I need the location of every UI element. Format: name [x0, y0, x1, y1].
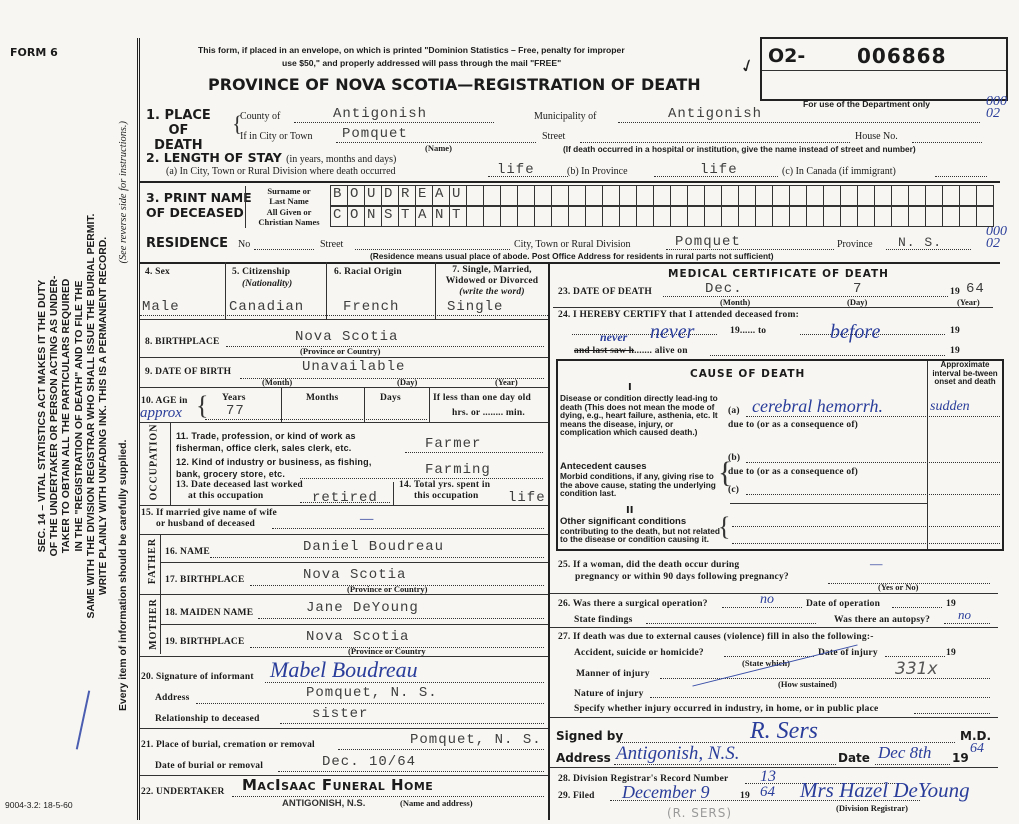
- county-value: Antigonish: [333, 106, 428, 122]
- name-letter-box[interactable]: [483, 206, 501, 227]
- surgery-label: 26. Was there a surgical operation?: [558, 599, 708, 609]
- burial-date-value: Dec. 10/64: [322, 754, 417, 770]
- year-prefix: 19: [946, 599, 956, 609]
- name-letter-box[interactable]: [874, 206, 892, 227]
- residence-province-label: Province: [837, 239, 873, 250]
- last-worked-label: 13. Date deceased last worked at this occupation: [176, 480, 303, 501]
- nature-label: Nature of injury: [574, 689, 644, 699]
- name-letter-box[interactable]: [568, 185, 586, 206]
- name-letter-box[interactable]: [704, 206, 722, 227]
- name-letter-box[interactable]: [925, 185, 943, 206]
- interval-header: Approximate interval be-tween onset and death: [932, 360, 998, 386]
- informant-address-label: Address: [155, 693, 190, 703]
- external-causes-label: 27. If death was due to external causes (violence) fill in also the following:-: [558, 632, 874, 642]
- father-birthplace-value: Nova Scotia: [303, 567, 407, 583]
- province-caption: (Province or Country): [300, 346, 381, 356]
- physician-address-label: Address: [556, 751, 611, 765]
- dob-label: 9. DATE OF BIRTH: [145, 367, 232, 377]
- name-letter-box[interactable]: [619, 206, 637, 227]
- name-letter-box[interactable]: [721, 206, 739, 227]
- name-letter-box[interactable]: [500, 206, 518, 227]
- age-label: 10. AGE in: [141, 396, 188, 406]
- name-letter: O: [350, 186, 360, 202]
- name-letter-box[interactable]: [364, 185, 382, 206]
- name-letter: D: [384, 186, 394, 202]
- city-value: Pomquet: [342, 126, 408, 142]
- father-side-label: FATHER: [147, 537, 159, 585]
- name-letter-box[interactable]: [636, 185, 654, 206]
- classification-code: 331x: [895, 659, 938, 679]
- year-prefix: 19: [950, 287, 960, 297]
- form-code: 9004-3.2: 18-5-60: [5, 800, 73, 810]
- mailing-notice-1: This form, if placed in an envelope, on which is printed "Dominion Statistics – Free, penalty for improper: [198, 45, 625, 55]
- name-letter-box[interactable]: [398, 206, 416, 227]
- findings-label: State findings: [574, 615, 633, 625]
- street-label: Street: [542, 131, 566, 142]
- years-in-occupation-label: 14. Total yrs. spent in this occupation: [399, 480, 491, 501]
- pencil-note: (R. SERS): [667, 806, 733, 820]
- attended-label: 24. I HEREBY CERTIFY that I attended deceased from:: [558, 310, 799, 320]
- days-label: Days: [380, 393, 401, 403]
- name-letter-box[interactable]: [449, 185, 467, 206]
- name-letter-box[interactable]: [653, 206, 671, 227]
- name-letter-box[interactable]: [347, 185, 365, 206]
- length-of-stay-label: 2. LENGTH OF STAY (in years, months and days): [146, 150, 397, 165]
- father-name-value: Daniel Boudreau: [303, 539, 445, 555]
- attended-to-label: 19...... to: [730, 326, 767, 336]
- name-letter-box[interactable]: [568, 206, 586, 227]
- never-correction: never: [600, 330, 628, 344]
- vital-statistics-act-notice: SEC. 14 – VITAL STATISTICS ACT MAKES IT THE DUTY OF THE UNDERTAKER OR PERSON ACTING AS UNDER- TAKER TO OBTAIN ALL THE PARTICULARS REQUIRED IN THE "REGISTRATION OF DEATH" AND TO FILE THE SAME WITH THE DIVISION REGISTRAR WHO SHALL ISSUE THE BURIAL PERMIT. WRITE PLAINLY WITH UNFADING INK. THIS IS A PERMANENT RECORD. Every item of information should be carefully supplied. (See reverse side for instructions.): [37, 121, 130, 711]
- given-names-label: All Given or Christian Names: [258, 207, 320, 227]
- province-caption: (Province or Country): [347, 584, 428, 594]
- cause-c-label: (c): [728, 485, 740, 495]
- informant-address-value: Pomquet, N. S.: [306, 685, 438, 701]
- name-letter: R: [401, 186, 411, 202]
- name-letter-box[interactable]: [806, 185, 824, 206]
- year-prefix: 19: [950, 346, 960, 356]
- name-letter: N: [435, 207, 445, 223]
- father-name-label: 16. NAME: [165, 547, 210, 557]
- citizenship-value: Canadian: [229, 299, 305, 315]
- signed-by-label: Signed by: [556, 729, 624, 743]
- registrar-caption: (Division Registrar): [836, 803, 909, 813]
- name-letter-box[interactable]: [398, 185, 416, 206]
- year-prefix: 19: [946, 648, 956, 658]
- department-only-note: For use of the Department only: [803, 99, 931, 109]
- undertaker-stamp: MacIsaac Funeral Home: [242, 776, 434, 794]
- name-letter-box[interactable]: [653, 185, 671, 206]
- name-letter-box[interactable]: [925, 206, 943, 227]
- name-letter-box[interactable]: [789, 206, 807, 227]
- direct-cause-description: Disease or condition directly lead-ing to death (This does not mean the mode of dying, e.g., heart failure, asthenia, etc. It means the disease, injury, or complication which caused death.): [560, 393, 718, 438]
- antecedent-description: Antecedent causes Morbid conditions, if any, giving rise to the above cause, stating the underlying condition last.: [560, 461, 716, 499]
- cause-b-label: (b): [728, 453, 741, 463]
- name-letter: B: [333, 186, 343, 202]
- name-letter-box[interactable]: [721, 185, 739, 206]
- name-letter: A: [435, 186, 445, 202]
- name-letter-box[interactable]: [891, 206, 909, 227]
- month-caption: (Month): [262, 377, 293, 387]
- name-letter-box[interactable]: [500, 185, 518, 206]
- physician-address-value: Antigonish, N.S.: [616, 743, 740, 764]
- cause-of-death-box: CAUSE OF DEATH Approximate interval be-tween onset and death I Disease or condition directly lead-ing to death (This does not mean the mode of dying, e.g., heart failure, asthenia, etc. It means the disease, injury, or complication which caused death.) (a) cerebral hemorrh. sudden due to (or as a consequence of) Antecedent causes Morbid conditions, if any, giving rise to the above cause, stating the underlying condition last. { (b) due to (or as a consequence of) (c) II Other significant conditions contributing to the death, but not related to the disease or condition causing it. {: [556, 359, 1004, 551]
- name-letter: T: [452, 207, 462, 223]
- margin-code: 000 02: [986, 224, 1007, 251]
- burial-place-value: Pomquet, N. S.: [410, 732, 542, 748]
- place-of-death-label: 1. PLACE OF DEATH: [146, 108, 211, 153]
- residence-note: (Residence means usual place of abode. Post Office Address for residents in rural parts not sufficient): [370, 251, 774, 261]
- name-letter-box[interactable]: [772, 185, 790, 206]
- name-letter-box[interactable]: [908, 206, 926, 227]
- municipality-label: Municipality of: [534, 111, 597, 122]
- house-label: House No.: [855, 131, 898, 142]
- mother-birthplace-value: Nova Scotia: [306, 629, 410, 645]
- death-registration-form: FORM 6 This form, if placed in an envelope, on which is printed "Dominion Statistics – Free, penalty for improper use $50," and properly addressed will pass through the mail "FREE" PROVINCE OF NOVA SCOTIA—REGISTRATION OF DEATH ✓ O2- 006868 For use of the Department only 000 02 000 02 SEC. 14 – VITAL STATISTICS ACT MAKES IT THE DUTY OF THE UNDERTAKER OR PERSON ACTING AS UNDER- TAKER TO OBTAIN ALL THE PARTICULARS REQUIRED IN THE "REGISTRATION OF DEATH" AND TO FILE THE SAME WITH THE DIVISION REGISTRAR WHO SHALL ISSUE THE BURIAL PERMIT. WRITE PLAINLY WITH UNFADING INK. THIS IS A PERMANENT RECORD. Every item of information should be carefully supplied. (See reverse side for instructions.) 1. PLACE OF DEATH { County of Antigonish Municipality of Antigonish If in City or Town Pomquet (Name) Street House No. (If death occurred in a hospital or institution, give the name instead of street and number) 2. LENGTH OF STAY (in years, months and days) (a) In City, Town or Rural Division where death occurred life (b) In Province life (c) In Canada (if immigrant) 3. PRINT NAME OF DECEASED Surname or Last Name All Given or Christian Names B O U D R E A U C O N S T A N T RESIDENCE No Street City, Town or Rural Division Pomquet Province N. S. (Residence means usual place of abode. Post Office Address for residents in rural parts not sufficient) 4. Sex 5. Citizenship (Nationality) 6. Racial Origin 7. Single, Married, Widowed or Divorced (write the word) Male Canadian French Single 8. BIRTHPLACE Nova Scotia (Province or Country) 9. DATE OF BIRTH Unavailable (Month) (Day) (Year) 10. AGE in { Years Months Days If less than one day old 77 hrs. or ........ min. approx OCCUPATION 11. Trade, profession, or kind of work as fisherman, office clerk, sales clerk, etc. Farmer 12. Kind of industry or business, as fishing, bank, grocery store, etc. Farming 13. Date deceased last worked at this occupation retired 14. Total yrs. spent in this occupation life 15. If married give name of wife or husband of deceased — FATHER MOTHER 16. NAME Daniel Boudreau 17. BIRTHPLACE Nova Scotia (Province or Country) 18. MAIDEN NAME Jane DeYoung 19. BIRTHPLACE Nova Scotia (Province or Country 20. Signature of informant Mabel Boudreau Address Pomquet, N. S. Relationship to deceased sister 21. Place of burial, cremation or removal Pomquet, N. S. Date of burial or removal Dec. 10/64 22. UNDERTAKER MacIsaac Funeral Home ANTIGONISH, N.S. (Name and address) MEDICAL CERTIFICATE OF DEATH 23. DATE OF DEATH Dec. 7 19 64 (Month) (Day) (Year) 24. I HEREBY CERTIFY that I attended deceased from: never 19...... to before 19 and last saw h....... alive on never 19 CAUSE OF DEATH Approximate interval be-tween onset and death I Disease or condition directly lead-ing to death (This does not mean the mode of dying, e.g., heart failure, asthenia, etc. It means the disease, injury, or complication which caused death.) (a) cerebral hemorrh. sudden due to (or as a consequence of) Antecedent causes Morbid conditions, if any, giving rise to the above cause, stating the underlying condition last. { (b) due to (or as a consequence of) (c) II Other significant conditions contributing to the death, but not related to the disease or condition causing it. { 25. If a woman, did the death occur during pregnancy or within 90 days following pregnancy? — (Yes or No) 26. Was there a surgical operation? no Date of operation 19 State findings Was there an autopsy? no 27. If death was due to external causes (violence) fill in also the following:- Accident, suicide or homicide? (State which) Date of injury 19 Manner of injury (How sustained) 331x Nature of injury Specify whether injury occurred in industry, in home, or in public place Signed by R. Sers M.D. Address Antigonish, N.S. Date Dec 8th 19 64 28. Division Registrar's Record Number 13 29. Filed December 9 19 64 Mrs Hazel DeYoung (Division Registrar) (R. SERS) 9004-3.2: 18-5-60: [0, 0, 1019, 824]
- racial-origin-value: French: [343, 299, 400, 315]
- burial-place-label: 21. Place of burial, cremation or removal: [141, 740, 315, 750]
- day-caption: (Day): [397, 377, 418, 387]
- name-letter-box[interactable]: [857, 185, 875, 206]
- name-letter-box[interactable]: [534, 185, 552, 206]
- residence-label: RESIDENCE: [146, 236, 229, 251]
- name-letter-box[interactable]: [738, 206, 756, 227]
- name-letter-box[interactable]: [891, 185, 909, 206]
- surname-label: Surname or Last Name: [267, 186, 311, 206]
- cause-a-interval: sudden: [930, 399, 970, 414]
- date-of-death-label: 23. DATE OF DEATH: [558, 287, 653, 297]
- mother-name-label: 18. MAIDEN NAME: [165, 608, 254, 618]
- name-letter-box[interactable]: [483, 185, 501, 206]
- name-letter-box[interactable]: [602, 206, 620, 227]
- name-letter-box[interactable]: [959, 185, 977, 206]
- marital-status-label: 7. Single, Married, Widowed or Divorced (write the word): [445, 265, 539, 297]
- undertaker-city: ANTIGONISH, N.S.: [282, 798, 366, 809]
- undertaker-label: 22. UNDERTAKER: [141, 787, 225, 797]
- name-letter-box[interactable]: [381, 185, 399, 206]
- attended-from-value: never: [650, 321, 695, 343]
- spouse-label: 15. If married give name of wife or husband of deceased: [141, 508, 277, 529]
- name-letter: E: [418, 186, 428, 202]
- year-prefix: 19: [952, 751, 969, 765]
- stay-city-label: (a) In City, Town or Rural Division where death occurred: [166, 166, 396, 177]
- industry-label: 12. Kind of industry or business, as fishing, bank, grocery store, etc.: [176, 457, 372, 479]
- medical-certificate-title: MEDICAL CERTIFICATE OF DEATH: [668, 268, 889, 280]
- autopsy-value: no: [958, 607, 971, 622]
- hours-minutes-label: hrs. or ........ min.: [452, 408, 525, 418]
- physician-signature: R. Sers: [750, 718, 818, 744]
- name-letter-box[interactable]: [364, 206, 382, 227]
- dob-value: Unavailable: [302, 359, 406, 375]
- registration-prefix: O2-: [768, 45, 806, 67]
- print-name-label: 3. PRINT NAME OF DECEASED: [146, 190, 252, 220]
- last-saw-label: and last saw h....... alive on: [574, 346, 688, 356]
- name-letter-box[interactable]: [738, 185, 756, 206]
- province-caption: (Province or Country: [348, 646, 426, 656]
- death-day-value: 7: [853, 281, 863, 297]
- residence-city-label: City, Town or Rural Division: [514, 239, 631, 250]
- name-letter-box[interactable]: [976, 185, 994, 206]
- hospital-note: (If death occurred in a hospital or institution, give the name instead of street and number): [563, 144, 916, 154]
- stay-province-value: life: [700, 162, 738, 178]
- name-letter-box[interactable]: [551, 185, 569, 206]
- md-label: M.D.: [960, 729, 992, 743]
- checkmark-icon: ✓: [737, 54, 759, 78]
- pregnancy-label: 25. If a woman, did the death occur during pregnancy or within 90 days following pregnancy?: [558, 560, 789, 582]
- informant-signature: Mabel Boudreau: [270, 657, 418, 682]
- registration-number-box: [760, 37, 1008, 101]
- death-month-value: Dec.: [705, 281, 743, 297]
- mother-name-value: Jane DeYoung: [306, 600, 419, 616]
- name-letter-box[interactable]: [585, 185, 603, 206]
- year-caption: (Year): [957, 297, 980, 307]
- name-letter-box[interactable]: [330, 185, 348, 206]
- attended-to-value: before: [830, 321, 881, 343]
- year-caption: (Year): [495, 377, 518, 387]
- residence-street-label: Street: [320, 239, 344, 250]
- name-letter-box[interactable]: [772, 206, 790, 227]
- form-label: FORM 6: [10, 46, 58, 59]
- residence-city-value: Pomquet: [675, 234, 741, 250]
- name-letter-box[interactable]: [687, 206, 705, 227]
- spouse-value: —: [360, 511, 374, 527]
- name-letter-box[interactable]: [959, 206, 977, 227]
- specify-label: Specify whether injury occurred in industry, in home, or in public place: [574, 704, 879, 714]
- name-letter: O: [350, 207, 360, 223]
- cause-a-label: (a): [728, 406, 740, 416]
- name-letter-box[interactable]: [840, 206, 858, 227]
- filed-year-value: 64: [760, 784, 775, 800]
- nationality-caption: (Nationality): [242, 279, 293, 289]
- name-letter-box[interactable]: [619, 185, 637, 206]
- mother-side-label: MOTHER: [147, 598, 159, 650]
- due-to-label: due to (or as a consequence of): [728, 467, 859, 477]
- occupation-side-label: OCCUPATION: [148, 423, 160, 501]
- approx-annotation: approx: [140, 405, 182, 421]
- city-label: If in City or Town: [240, 131, 313, 142]
- name-letter-box[interactable]: [755, 206, 773, 227]
- stay-city-value: life: [497, 162, 535, 178]
- last-worked-value: retired: [312, 490, 378, 506]
- part-two: II: [626, 505, 634, 516]
- record-number-value: 13: [760, 768, 776, 785]
- name-letter-box[interactable]: [466, 185, 484, 206]
- name-letter-box[interactable]: [976, 206, 994, 227]
- mailing-notice-2: use $50," and properly addressed will pass through the mail "FREE": [282, 58, 562, 68]
- name-letter-box[interactable]: [517, 206, 535, 227]
- due-to-label: due to (or as a consequence of): [728, 420, 859, 430]
- part-one: I: [628, 382, 632, 393]
- form-title: PROVINCE OF NOVA SCOTIA—REGISTRATION OF DEATH: [208, 75, 701, 94]
- how-sustained-caption: (How sustained): [778, 679, 837, 689]
- municipality-value: Antigonish: [668, 106, 763, 122]
- year-prefix: 19: [740, 791, 750, 801]
- months-label: Months: [306, 393, 339, 403]
- name-caption: (Name): [425, 143, 452, 153]
- name-letter-box[interactable]: [449, 206, 467, 227]
- name-letter: T: [401, 207, 411, 223]
- name-address-caption: (Name and address): [400, 798, 473, 808]
- name-letter-box[interactable]: [636, 206, 654, 227]
- citizenship-label: 5. Citizenship: [232, 267, 291, 277]
- cause-title: CAUSE OF DEATH: [690, 368, 806, 380]
- registration-number: 006868: [857, 44, 947, 68]
- relationship-value: sister: [312, 706, 369, 722]
- name-letter-box[interactable]: [432, 185, 450, 206]
- name-letter-box[interactable]: [857, 206, 875, 227]
- sex-label: 4. Sex: [145, 267, 170, 277]
- father-birthplace-label: 17. BIRTHPLACE: [165, 575, 245, 585]
- name-letter-box[interactable]: [687, 185, 705, 206]
- name-letter: C: [333, 207, 343, 223]
- name-letter-box[interactable]: [823, 185, 841, 206]
- accident-label: Accident, suicide or homicide?: [574, 648, 704, 658]
- informant-label: 20. Signature of informant: [141, 672, 254, 682]
- name-letter-box[interactable]: [432, 206, 450, 227]
- residence-province-value: N. S.: [898, 235, 943, 250]
- name-letter-box[interactable]: [534, 206, 552, 227]
- filed-date-value: December 9: [622, 782, 710, 802]
- injury-date-label: Date of injury: [818, 648, 878, 658]
- racial-origin-label: 6. Racial Origin: [334, 267, 402, 277]
- name-letter-box[interactable]: [551, 206, 569, 227]
- pregnancy-value: —: [870, 557, 883, 572]
- manner-label: Manner of injury: [576, 669, 650, 679]
- year-prefix: 19: [950, 326, 960, 336]
- name-letter-box[interactable]: [908, 185, 926, 206]
- operation-date-label: Date of operation: [806, 599, 881, 609]
- name-letter-box[interactable]: [704, 185, 722, 206]
- yes-no-caption: (Yes or No): [878, 582, 919, 592]
- residence-no-label: No: [238, 239, 251, 250]
- relationship-label: Relationship to deceased: [155, 714, 260, 724]
- marital-status-value: Single: [447, 299, 504, 315]
- birthplace-label: 8. BIRTHPLACE: [145, 337, 220, 347]
- trade-value: Farmer: [425, 436, 482, 452]
- name-letter-box[interactable]: [670, 206, 688, 227]
- mother-birthplace-label: 19. BIRTHPLACE: [165, 637, 245, 647]
- trade-label: 11. Trade, profession, or kind of work as fisherman, office clerk, sales clerk, etc.: [176, 431, 356, 453]
- state-which-caption: (State which): [742, 658, 790, 668]
- name-letter-box[interactable]: [789, 185, 807, 206]
- sign-year-value: 64: [970, 741, 984, 756]
- name-letter-box[interactable]: [347, 206, 365, 227]
- name-letter-box[interactable]: [415, 206, 433, 227]
- name-letter: U: [367, 186, 377, 202]
- stay-canada-label: (c) In Canada (if immigrant): [782, 166, 896, 177]
- name-letter-box[interactable]: [840, 185, 858, 206]
- county-label: County of: [240, 111, 281, 122]
- sign-date-value: Dec 8th: [878, 743, 932, 762]
- autopsy-label: Was there an autopsy?: [834, 615, 931, 625]
- name-letter-box[interactable]: [806, 206, 824, 227]
- death-year-value: 64: [966, 281, 985, 297]
- name-letter-box[interactable]: [874, 185, 892, 206]
- name-letter-box[interactable]: [823, 206, 841, 227]
- surgery-value: no: [760, 592, 774, 607]
- name-letter-box[interactable]: [602, 185, 620, 206]
- name-letter-box[interactable]: [415, 185, 433, 206]
- industry-value: Farming: [425, 462, 491, 478]
- name-letter-box[interactable]: [585, 206, 603, 227]
- cause-a-value: cerebral hemorrh.: [752, 396, 883, 416]
- name-letter-box[interactable]: [942, 185, 960, 206]
- sex-value: Male: [142, 299, 180, 315]
- day-caption: (Day): [847, 297, 868, 307]
- name-letter: A: [418, 207, 428, 223]
- name-letter-box[interactable]: [942, 206, 960, 227]
- other-conditions-description: Other significant conditions contributing to the death, but not related to the disease or condition causing it.: [560, 516, 720, 545]
- name-letter: S: [384, 207, 394, 223]
- name-letter-box[interactable]: [517, 185, 535, 206]
- sign-date-label: Date: [838, 751, 870, 765]
- years-label: Years: [222, 393, 246, 403]
- record-number-label: 28. Division Registrar's Record Number: [558, 774, 729, 784]
- stay-province-label: (b) In Province: [567, 166, 628, 177]
- month-caption: (Month): [720, 297, 751, 307]
- name-letter-box[interactable]: [330, 206, 348, 227]
- less-than-day-label: If less than one day old: [433, 393, 531, 403]
- name-letter-box[interactable]: [466, 206, 484, 227]
- age-years-value: 77: [226, 403, 245, 419]
- filed-label: 29. Filed: [558, 791, 595, 801]
- burial-date-label: Date of burial or removal: [155, 761, 264, 771]
- name-letter: N: [367, 207, 377, 223]
- birthplace-value: Nova Scotia: [295, 329, 399, 345]
- name-letter: U: [452, 186, 462, 202]
- name-letter-box[interactable]: [670, 185, 688, 206]
- years-in-occupation-value: life: [508, 490, 546, 506]
- margin-code: 000 02: [986, 94, 1007, 121]
- name-letter-box[interactable]: [381, 206, 399, 227]
- registrar-signature: Mrs Hazel DeYoung: [800, 778, 970, 802]
- name-letter-box[interactable]: [755, 185, 773, 206]
